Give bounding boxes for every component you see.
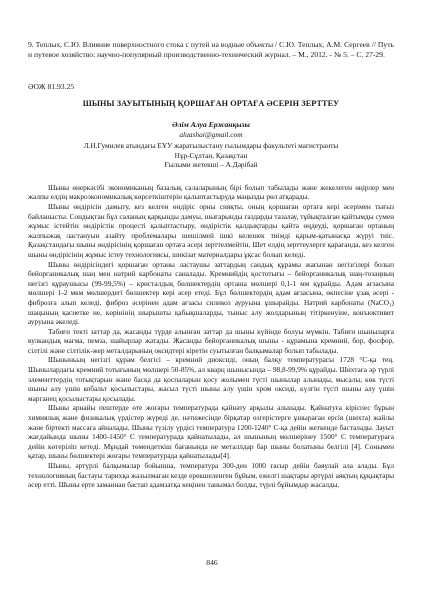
author-name: Әлім Алуа Ержанқызы	[172, 120, 250, 129]
body-paragraph: Шыныньың негізгі құрам белгісі – кремний диоксиді, оның балқу температурасы 1728 °С-қа тең. Шынылардағы кремний тотығының мөлшері 50-85%, ал кварц шынысында – 98,8-99,9% құрайды. Шихтаға әр түрлі элементтердің тотықтарын және басқа да қоспаларын қосу жолымен түсті шынылар алынады, мысалы, көк түсті шыны алу үшін кобальт қосылыстары, жасыл түсті шыны алу үшін хром оксиді, күлгін түсті шыны алу үшін марганец қосылыстары қосылады.	[28, 355, 394, 403]
article-title: ШЫНЫ ЗАУЫТЫНЫҢ ҚОРШАҒАН ОРТАҒА ӘСЕРІН ЗЕРТТЕУ	[82, 99, 340, 108]
reference-entry: 9. Теплых, С.Ю. Влияние поверхностного стока с путей на водные объекты / С.Ю. Теплых, А.М. Сергеев // Путь и путевое хозяйство: научно-популярный производственно-технический журнал. – М., 2012. - № 5. – С. 27-29.	[28, 40, 394, 59]
body-paragraph: Табиғи текті заттар да, жасанды түрде алынған заттар да шыны күйінде болуы мүмкін. Табиғи шыныларға вулкандық магма, пемза, шайырлар жатады. Жасанды бейорганикалық шыны - құрамына кремний, бор, фосфор, сілтілі және сілтілік-жер металдарының оксидтері кіретін суытылған балқымалар болып табылады.	[28, 326, 394, 355]
affiliation-city: Нұр-Сұлтан, Қазақстан	[174, 150, 248, 160]
body-paragraph: Шыны, әртүрлі балқымалар бойынша, температура 300-ден 1000 ғасыр дейін баяулай ала алады. Бұл технологияның бастауы тарихқа жазылмаған кезде ерекшеленген бұйым, ежелгі шақтары әртүрлі аяқтың құқықтары әсер етті. Шыны ерте заманнан бастап адамзатқа кеңінен танымал болды, түрлі бұйымдар жасалды.	[28, 461, 394, 490]
body-paragraph: Шыны арнайы пештерде өте жоғары температурада қайнату арқылы алынады. Қайнатуға кіріспес бұрын химиялық және физикалық үрдістер жүреді де, нәтижесінде бірқатар өзгерістерге ұшыраған ерсія (шихта) жайлы және біртекті массаға айналады. Шыны түзілу үрдісі температура 1200-1240° С-қа дейін жеткенде басталады. Зауыт жағдайында шыны 1400-1450° С температурада қайнатылады, ал шынының мөлшерінеу 1500° С температураға дейін көтеріліп кетеді. Мұндай төмендеткіш бағанында не металлдар бар шыны болатыны белгілі [4]. Сонымен қатар, шыны бөлшектері жоғары температурада қайнатылады[4].	[28, 403, 394, 461]
page-number: 846	[206, 558, 218, 567]
udk-code: ӘОЖ 81.93.25	[28, 82, 75, 91]
body-paragraph: Шыны өнеркәсібі экономиканың базалық салаларының бірі болып табылады және жекелеген өңірлер мен жалпы елдің макроэкономикалық көрсеткіштерін қалыптастыруда маңызды рөл атқарады.	[28, 182, 394, 202]
body-paragraph: Шыны өндірісіндегі қоршаған ортаны ластаушы заттардың сандық құрамы жағынан негізгілері болып бейорганикалық шаң мен натрий карбонаты саналады. Кремнийдің қостотығы – бейорганикалық шаң-тозаңның негізгі құраушысы (99-99,5%) – кристалдық бөлшектердің орташа мөлшері 0,1-1 мм құрайды. Адам ағзасына мөлшері 1-2 мкм мөлшердегі бөлшектер кері әсер етеді. Бұл бөлшектердің адам ағзасына, өкпесіне ұзақ әсері - фиброзға алып келеді, фиброз әсерінен адам ағзасы силикоз ауруына ұшырайды. Натрий карбонаты (NaCO₃) шаңының қасиетке ие, көрінінің шырышты қабықшаларды, тыныс алу жолдарының тітіркенуіне, конъюктивит ауруына әкеледі.	[28, 259, 394, 327]
affiliation-supervisor: Ғылыми жетекші – А.Дәрібай	[164, 160, 258, 170]
body-paragraph: Шыны өндірісін дамыту, кез келген өндіріс орны сияқты, оның қоршаған ортаға кері әсерімен тығыз байланысты. Сондықтан бұл саланың қарқынды дамуы, шығарынды газдарды тазалау, тұйықталған қайтымды сумен жұмыс істейтін өндірістік процесті қалыптастыру, өндірістік қалдықтарды қайта өңдеуді, қоршаған ортаның жалпыжақ ластануын азайту проблемалары шешілмей ішкі келешек тиімді қарым-қатынасқа жүруі тиіс. Қазақстандағы шыны өндірісінің қоршаған ортаға әсері зерттелмейтін. Шет елдің зерттеулерге қарағанда, кез келген шыны өндірісінің жұмыс істеу технологиясы, шикізат материалдары ұқсас болып келеді.	[28, 201, 394, 259]
author-email: aluashai@gmail.com	[179, 130, 243, 139]
paper-page	[28, 40, 394, 490]
affiliation-line: Л.Н.Гумилев атындағы ЕҰУ жаратылыстану ғылымдары факультеті магистранты	[83, 141, 339, 150]
